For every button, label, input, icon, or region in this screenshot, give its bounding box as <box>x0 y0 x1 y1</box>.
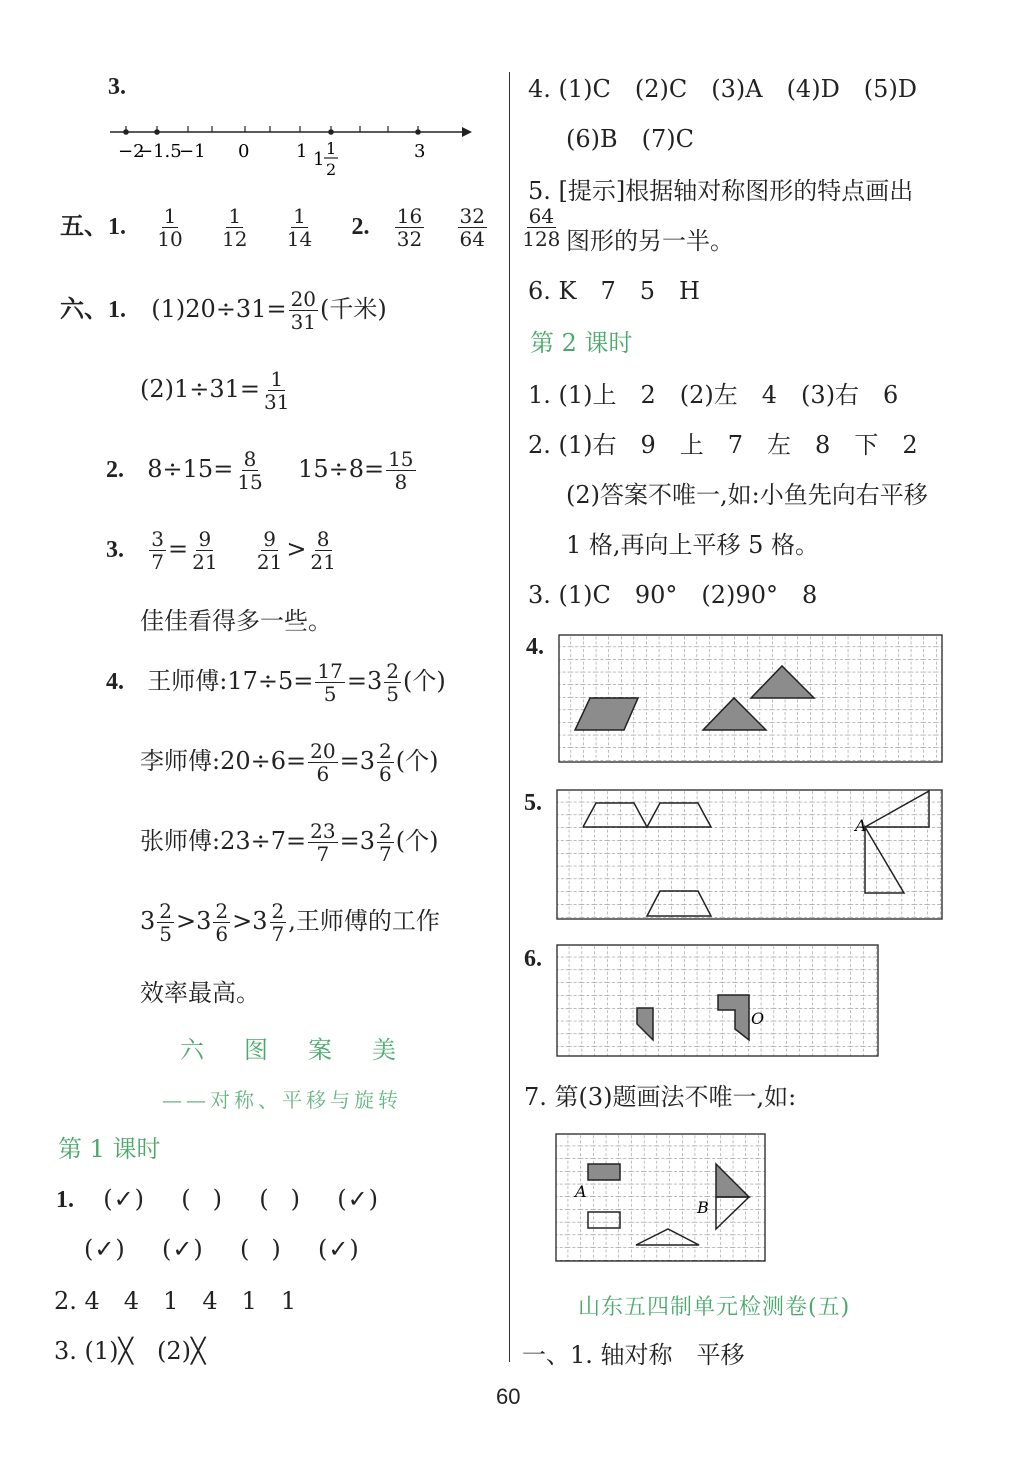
grid-figure-q5 <box>556 789 944 921</box>
unit-subtitle: ——对称、平移与旋转 <box>162 1088 402 1112</box>
section-6-q4-wang: 4. 王师傅:17÷5= $\frac{17}{5}$ =3 $\frac{2}{5}$ (个) <box>106 659 446 706</box>
section-6-q4-li: 李师傅:20÷6= $\frac{20}{6}$ =3 $\frac{2}{6}$ (个) <box>140 739 439 786</box>
l2-q2a: 2. (1)右 9 上 7 左 8 下 2 <box>528 431 918 459</box>
section-6-q4-zhang: 张师傅:23÷7= $\frac{23}{7}$ =3 $\frac{2}{7}$ (个) <box>140 819 439 866</box>
fraction: $\frac{32}{64}$ <box>459 204 485 251</box>
tick-label: 1 <box>296 141 308 162</box>
lesson-1-q2: 2. 4 4 1 4 1 1 <box>54 1287 297 1315</box>
section-6-q3: 3. $\frac{3}{7}$ = $\frac{9}{21}$ $\frac{9}{21}$ > $\frac{8}{21}$ <box>106 527 336 574</box>
l2-q2b: (2)答案不唯一,如:小鱼先向右平移 <box>566 481 928 509</box>
section-6-q1b: (2)1÷31= $\frac{1}{31}$ <box>140 367 290 414</box>
lesson-1-title: 第 1 课时 <box>58 1135 161 1163</box>
fraction: $\frac{1}{10}$ <box>157 204 183 251</box>
test-q1: 一、1. 轴对称 平移 <box>522 1341 745 1369</box>
r-q4b: (6)B (7)C <box>566 125 694 153</box>
point-label: A <box>855 816 867 835</box>
grid-figure-q7 <box>555 1133 767 1263</box>
test-title: 山东五四制单元检测卷(五) <box>578 1295 851 1320</box>
lesson-2-title: 第 2 课时 <box>530 329 633 357</box>
l2-q2c: 1 格,再向上平移 5 格。 <box>566 531 820 559</box>
tick-label: −1 <box>179 141 206 162</box>
r-q6: 6. K 7 5 H <box>528 277 700 305</box>
fraction: $\frac{16}{32}$ <box>396 204 423 251</box>
grid-figure-q4 <box>558 634 944 764</box>
fraction: $\frac{1}{12}$ <box>222 204 248 251</box>
lesson-1-q3: 3. (1)╳ (2)╳ <box>54 1337 206 1365</box>
tick-label: 0 <box>238 141 250 162</box>
point-label: B <box>697 1198 709 1217</box>
tick-label: 2 <box>326 160 337 179</box>
section-6-q3-text: 佳佳看得多一些。 <box>140 607 332 635</box>
lesson-1-q1-row1: 1. (✓) ( ) ( ) (✓) <box>56 1185 379 1213</box>
number-line <box>100 112 480 184</box>
lesson-1-q1-row2: (✓) (✓) ( ) (✓) <box>84 1235 359 1263</box>
unit-title: 六 图 案 美 <box>180 1036 404 1064</box>
tick-label: 3 <box>414 141 426 162</box>
tick-label: 1 <box>326 139 337 158</box>
q3-label: 3. <box>108 74 126 100</box>
l2-q6-label: 6. <box>524 946 542 972</box>
grid-figure-q6 <box>556 944 880 1058</box>
l2-q3: 3. (1)C 90° (2)90° 8 <box>528 581 818 609</box>
r-q4: 4. (1)C (2)C (3)A (4)D (5)D <box>528 75 918 103</box>
r-q5a: 5. [提示]根据轴对称图形的特点画出 <box>528 177 914 205</box>
section-6-q4-compare: 3 $\frac{2}{5}$ >3 $\frac{2}{6}$ >3 $\frac{2}{7}$ ,王师傅的工作 <box>140 899 440 946</box>
point-label: O <box>751 1009 765 1028</box>
fraction: $\frac{1}{14}$ <box>286 204 313 251</box>
section-5: 五、1. $\frac{1}{10}$ $\frac{1}{12}$ $\frac{1}{14}$ 2. $\frac{16}{32}$ $\frac{32}{64}$ $\frac{64}{128}$ <box>60 204 561 251</box>
section-6-q2: 2. 8÷15= $\frac{8}{15}$ 15÷8= $\frac{15}{8}$ <box>106 447 414 494</box>
column-divider <box>509 72 510 1362</box>
fraction: $\frac{64}{128}$ <box>522 204 561 251</box>
section-6-q1a: 六、1. (1)20÷31= $\frac{20}{31}$ (千米) <box>60 287 387 334</box>
point-label: A <box>575 1182 587 1201</box>
tick-label: 1 <box>313 149 325 170</box>
l2-q5-label: 5. <box>524 790 542 816</box>
tick-label: −1.5 <box>138 141 182 162</box>
tick-label: −2 <box>118 141 145 162</box>
section-6-q4-conclusion: 效率最高。 <box>140 979 260 1007</box>
rectangle-shape <box>588 1164 620 1180</box>
page-number: 60 <box>496 1384 521 1409</box>
l2-q4-label: 4. <box>526 634 544 660</box>
r-q5b: 图形的另一半。 <box>566 227 734 255</box>
l2-q1: 1. (1)上 2 (2)左 4 (3)右 6 <box>528 381 899 409</box>
l2-q7: 7. 第(3)题画法不唯一,如: <box>524 1083 797 1111</box>
